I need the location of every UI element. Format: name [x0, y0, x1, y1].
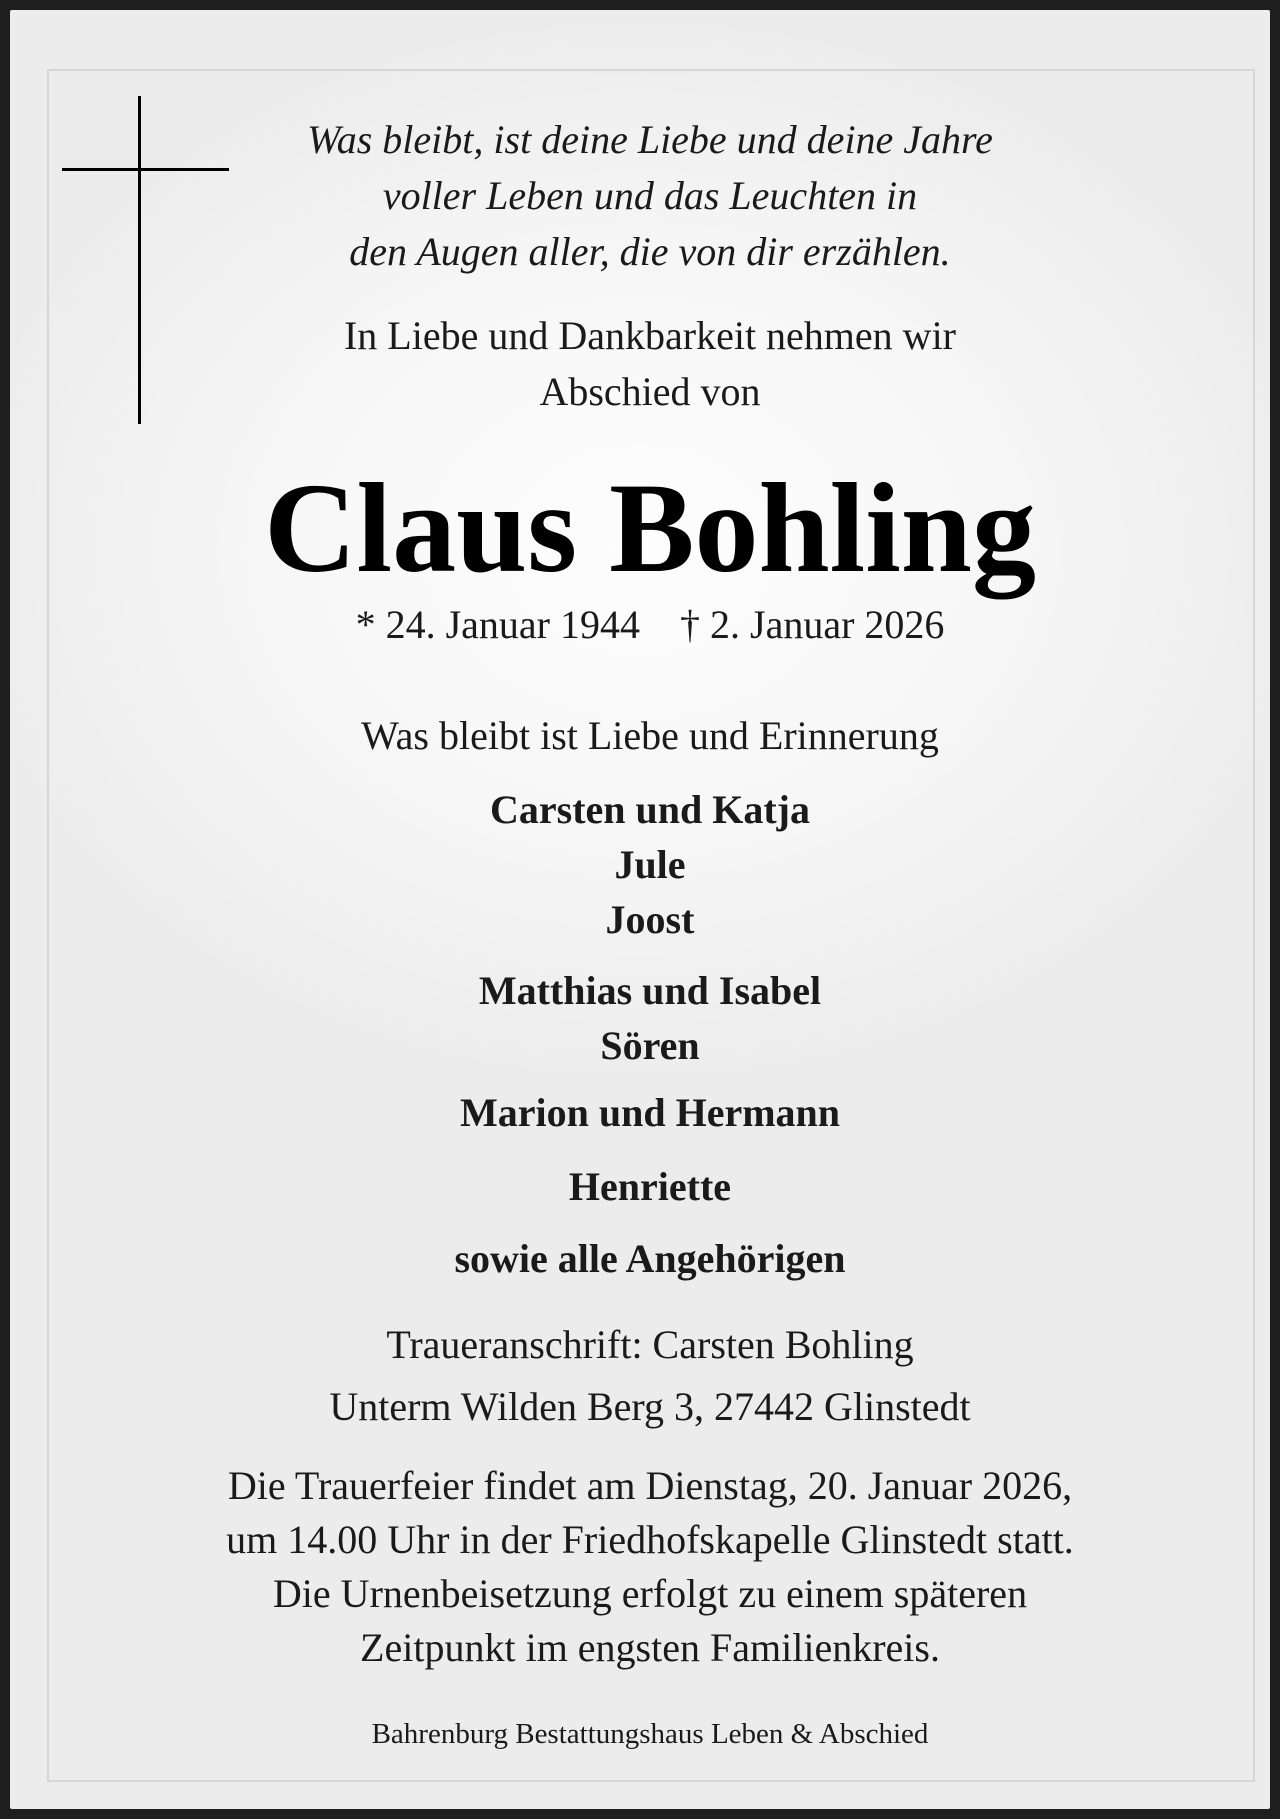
ceremony-info [10, 1459, 1280, 1675]
family-member: Henriette [568, 1164, 732, 1209]
intro-line: Abschied von [539, 369, 761, 414]
birth-date: * 24. Januar 1944 [355, 602, 640, 647]
intro-line: In Liebe und Dankbarkeit nehmen wir [343, 313, 956, 358]
family-member: Jule [614, 842, 686, 887]
family-group [10, 963, 1280, 1073]
family-member: Matthias und Isabel [478, 968, 822, 1013]
family-member: Joost [605, 897, 695, 942]
relatives-line: sowie alle Angehörigen [454, 1236, 846, 1281]
death-date: † 2. Januar 2026 [680, 602, 945, 647]
quote-line: Was bleibt, ist deine Liebe und deine Jahre [307, 117, 993, 162]
quote [10, 112, 1280, 280]
family-member: Carsten und Katja [489, 787, 811, 832]
undertaker-name: Bahrenburg Bestattungshaus Leben & Abschied [371, 1718, 929, 1750]
ceremony-line: Die Urnenbeisetzung erfolgt zu einem späteren [272, 1571, 1028, 1616]
address-line: Traueranschrift: Carsten Bohling [386, 1322, 914, 1367]
address-line: Unterm Wilden Berg 3, 27442 Glinstedt [329, 1384, 971, 1429]
intro-text [10, 308, 1280, 420]
quote-line: den Augen aller, die von dir erzählen. [349, 229, 951, 274]
quote-line: voller Leben und das Leuchten in [382, 173, 918, 218]
ceremony-line: um 14.00 Uhr in der Friedhofskapelle Glinstedt statt. [226, 1517, 1074, 1562]
life-dates [10, 600, 1280, 650]
ceremony-line: Zeitpunkt im engsten Familienkreis. [360, 1625, 940, 1670]
family-member: Marion und Hermann [459, 1090, 841, 1135]
family-group [10, 782, 1280, 947]
family-member: Sören [600, 1023, 700, 1068]
obituary-card [10, 10, 1270, 1809]
deceased-name: Claus Bohling [264, 457, 1036, 599]
ceremony-line: Die Trauerfeier findet am Dienstag, 20. Januar 2026, [227, 1463, 1073, 1508]
motto: Was bleibt ist Liebe und Erinnerung [361, 713, 939, 758]
mourning-address [10, 1314, 1280, 1438]
